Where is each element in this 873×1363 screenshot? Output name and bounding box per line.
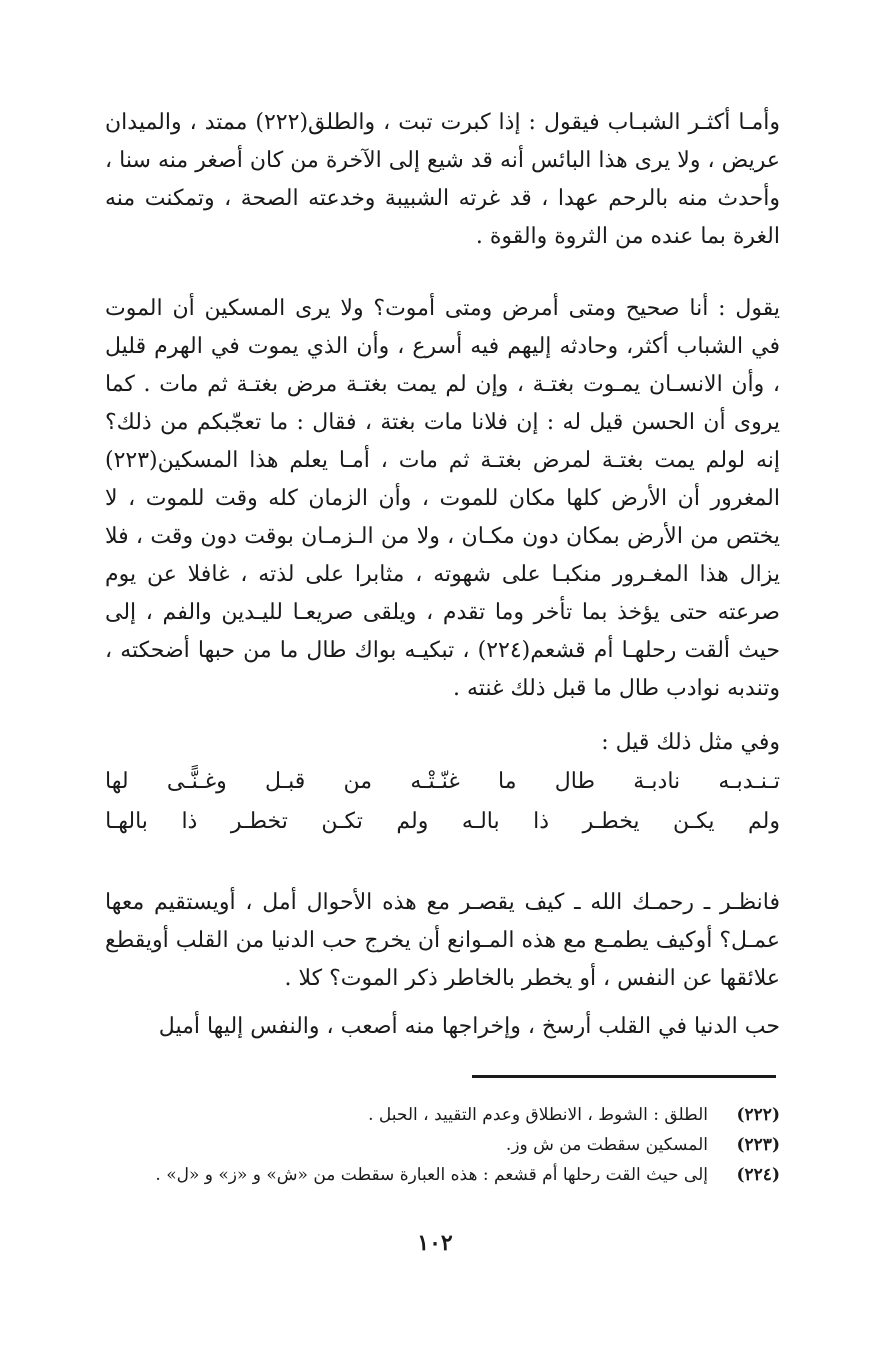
poem-word: غنّـتْـه: [410, 769, 460, 794]
poem-word: تـنـدبـه: [718, 769, 780, 794]
poem-word: لها: [105, 769, 129, 794]
footnotes: [105, 1100, 780, 1190]
poem-word: يكـن: [673, 809, 715, 834]
poem-word: طال: [554, 769, 595, 794]
footnote-text: الطلق : الشوط ، الانطلاق وعدم التقييد ، الحبل .: [368, 1105, 708, 1125]
poem-word: تخطـر: [230, 809, 288, 834]
poem-word: من: [343, 769, 373, 794]
poem-word: ولم: [748, 809, 780, 834]
footnote-divider: [472, 1075, 776, 1078]
footnote-number: (٢٢٤): [736, 1165, 780, 1185]
poem-word: يخطـر: [582, 809, 640, 834]
poem-word: قبـل: [265, 769, 306, 794]
footnote: [105, 1130, 780, 1160]
poem-word: ذا: [181, 809, 198, 834]
poem-word: بالـه: [461, 809, 500, 834]
poem-word: وغـنًّـى: [166, 769, 227, 794]
poem-word: بالهـا: [105, 809, 148, 834]
paragraph-reflection: فانظـر ـ رحمـك الله ـ كيف يقصـر مع هذه الأحوال أمل ، أويستقيم معها عمـل؟ أوكيف يطمـع مع هذه المـوانع أن يخرج حب الدنيا من القلب أويقطع علائقها عن النفس ، أو يخطر بالخاطر ذكر الموت؟ كلا .: [105, 890, 780, 991]
poem-verses: [105, 762, 780, 842]
footnote: [105, 1160, 780, 1190]
poem-intro: وفي مثل ذلك قيل :: [601, 730, 780, 755]
poem-word: تكـن: [321, 809, 363, 834]
paragraph-love-of-world: حب الدنيا في القلب أرسخ ، وإخراجها منه أصعب ، والنفس إليها أميل: [158, 1014, 780, 1039]
poem-word: نادبـة: [633, 769, 681, 794]
paragraph-youth-delay: وأمـا أكثـر الشبـاب فيقول : إذا كبرت تبت ، والطلق(٢٢٢) ممتد ، والميدان عريض ، ولا يرى هذا البائس أنه قد شيع إلى الآخرة من كان أصغر منه سنا ، وأحدث منه بالرحم عهدا ، قد غرته الشبيبة وخدعته الصحة ، وتمكنت منه الغرة بما عنده من الثروة والقوة .: [105, 110, 780, 249]
footnote-text: إلى حيث القت رحلها أم قشعم : هذه العبارة سقطت من «ش» و «ز» و «ل» .: [155, 1165, 708, 1185]
poem-line-1: [105, 762, 780, 802]
footnote-text: المسكين سقطت من ش وز.: [505, 1135, 708, 1155]
paragraph-sudden-death: يقول : أنا صحيح ومتى أمرض ومتى أموت؟ ولا يرى المسكين أن الموت في الشباب أكثر، وحادثه إليهم فيه أسرع ، وأن الذي يموت في الهرم قليل ، وأن الانسـان يمـوت بغتـة ، وإن لم يمت بغتـة مرض بغتـة ثم مات . كما يروى أن الحسن قيل له : إن فلانا مات بغتة ، فقال : ما تعجّبكم من ذلك؟ إنه لولم يمت بغتـة لمرض بغتـة ثم مات ، أمـا يعلم هذا المسكين(٢٢٣) المغرور أن الأرض كلها مكان للموت ، وأن الزمان كله وقت للموت ، لا يختص من الأرض بمكان دون مكـان ، ولا من الـزمـان بوقت دون وقت ، فلا يزال هذا المغـرور منكبـا على شهوته ، مثابرا على لذته ، غافلا عن يوم صرعته حتى يؤخذ بما تأخر وما تقدم ، ويلقى صريعـا لليـدين والفم ، إلى حيث ألقت رحلهـا أم قشعم(٢٢٤) ، تبكيـه بواك طال ما من حبها أضحكته ، وتندبه نوادب طال ما قبل ذلك غنته .: [105, 296, 781, 701]
poem-line-2: [105, 802, 780, 842]
footnote-number: (٢٢٣): [736, 1135, 780, 1155]
page-number: ١٠٢: [417, 1230, 453, 1256]
poem-word: ما: [498, 769, 517, 794]
poem-word: ولم: [396, 809, 429, 834]
footnote: [105, 1100, 780, 1130]
poem-word: ذا: [533, 809, 550, 834]
footnote-number: (٢٢٢): [736, 1105, 780, 1125]
